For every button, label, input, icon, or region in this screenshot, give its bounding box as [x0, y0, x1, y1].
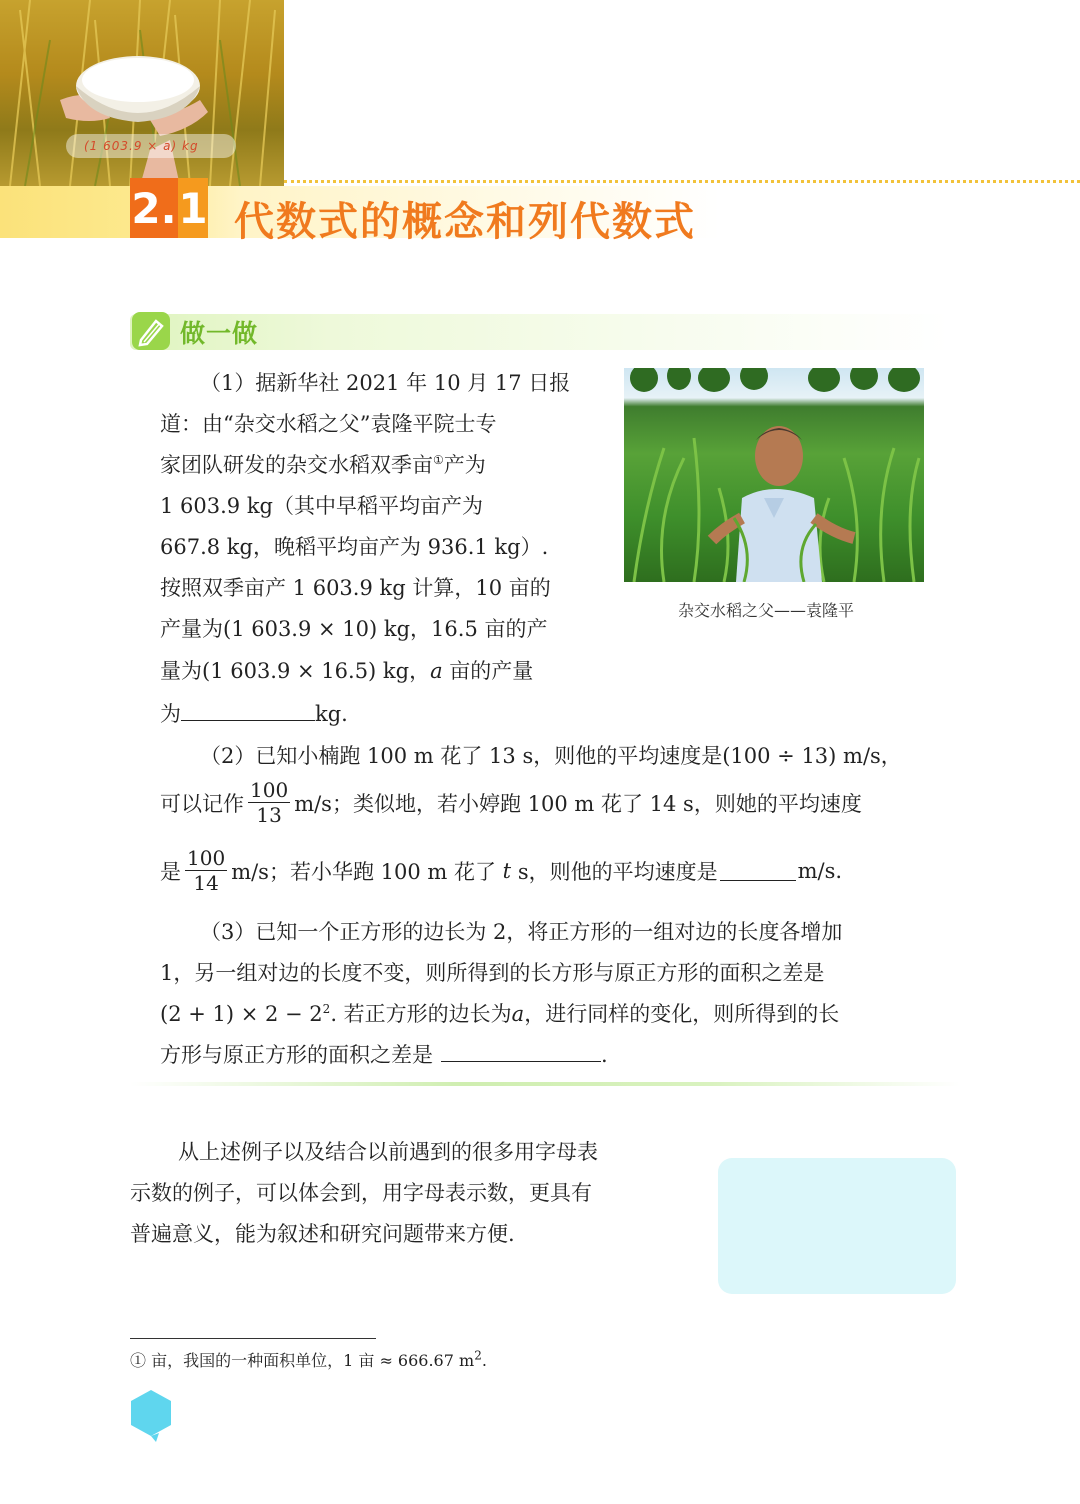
answer-blank-3[interactable] — [441, 1041, 601, 1062]
var-t: t — [502, 858, 512, 883]
p1-line-3-text: 家团队研发的杂交水稻双季亩 — [160, 453, 433, 477]
p2-line-3-mid: m/s；若小华跑 100 m 花了 — [231, 859, 496, 884]
p3-line-4 — [160, 1039, 608, 1069]
p3-line-4-end: . — [601, 1043, 608, 1067]
p2-line-2-post: m/s；类似地，若小婷跑 100 m 花了 14 s，则她的平均速度 — [294, 791, 862, 816]
header-photo — [0, 0, 284, 186]
summary-line-2: 示数的例子，可以体会到，用字母表示数，更具有 — [130, 1181, 592, 1205]
p3-line-3-pre: (2 + 1) × 2 − 2 — [160, 1002, 323, 1026]
pencil-ruler-icon — [132, 312, 170, 350]
p1-line-1: （1）据新华社 2021 年 10 月 17 日报 — [200, 371, 571, 395]
fraction-100-over-14 — [185, 846, 227, 895]
section-number-minor: 1 — [178, 178, 208, 238]
rice-field-illustration — [0, 0, 284, 186]
fraction-100-over-13 — [248, 778, 290, 827]
frac2-denominator: 14 — [193, 871, 219, 895]
dotted-divider — [284, 180, 1080, 183]
frac2-numerator: 100 — [187, 846, 226, 870]
p1-line-2: 道：由“杂交水稻之父”袁隆平院士专 — [160, 412, 497, 436]
p2-line-3 — [160, 846, 842, 895]
p1-line-6: 按照双季亩产 1 603.9 kg 计算，10 亩的 — [160, 576, 551, 600]
p2-line-1: （2）已知小楠跑 100 m 花了 13 s，则他的平均速度是(100 ÷ 13) m/s， — [200, 744, 902, 768]
footnote-text: ① 亩，我国的一种面积单位，1 亩 ≈ 666.67 m — [130, 1351, 475, 1370]
p2-line-3-post: s，则他的平均速度是 — [517, 859, 718, 884]
p1-line-3 — [160, 449, 486, 479]
p2-line-2 — [160, 778, 862, 827]
p1-line-8-tail: 亩的产量 — [442, 659, 534, 683]
answer-blank-1[interactable] — [181, 700, 315, 721]
p3-line-4-pre: 方形与原正方形的面积之差是 — [160, 1043, 433, 1067]
summary-line-1: 从上述例子以及结合以前遇到的很多用字母表 — [178, 1140, 598, 1164]
footnote — [130, 1348, 487, 1371]
footnote-rule — [130, 1338, 376, 1339]
p1-line-9-unit: kg. — [315, 702, 348, 726]
activity-end-rule — [130, 1082, 960, 1086]
p2-line-3-end: m/s. — [797, 858, 843, 883]
side-note-box — [718, 1158, 956, 1294]
p1-line-9 — [160, 698, 348, 728]
frac1-denominator: 13 — [256, 803, 282, 827]
p1-line-8 — [160, 655, 533, 685]
page-marker-hexagon — [128, 1388, 174, 1444]
p1-line-3-tail: 产为 — [443, 453, 486, 477]
activity-label: 做一做 — [180, 319, 259, 348]
p1-line-8-text: 量为(1 603.9 × 16.5) kg， — [160, 659, 431, 683]
frac1-numerator: 100 — [250, 778, 289, 802]
section-number — [130, 178, 208, 238]
p3-line-3-mid: . 若正方形的边长为 — [330, 1002, 512, 1026]
footnote-sup: 2 — [474, 1348, 482, 1363]
answer-blank-2[interactable] — [720, 860, 796, 881]
var-a: a — [430, 659, 443, 683]
p1-line-7: 产量为(1 603.9 × 10) kg，16.5 亩的产 — [160, 617, 548, 641]
yuan-longping-photo — [624, 368, 924, 582]
photo-caption: 杂交水稻之父——袁隆平 — [678, 601, 855, 620]
section-title: 代数式的概念和列代数式 — [234, 199, 696, 245]
p2-line-2-pre: 可以记作 — [160, 791, 244, 816]
section-number-major: 2. — [130, 178, 178, 238]
var-a: a — [511, 1002, 525, 1026]
p2-line-3-pre: 是 — [160, 859, 181, 884]
p3-line-2: 1，另一组对边的长度不变，则所得到的长方形与原正方形的面积之差是 — [160, 961, 825, 985]
p3-line-1: （3）已知一个正方形的边长为 2，将正方形的一组对边的长度各增加 — [200, 920, 843, 944]
exponent: 2 — [322, 1002, 331, 1016]
p3-line-3-post: ，进行同样的变化，则所得到的长 — [524, 1002, 840, 1026]
p1-line-9-text: 为 — [160, 702, 181, 726]
p3-line-3 — [160, 998, 839, 1028]
footnote-ref-mark: ① — [433, 453, 444, 467]
hero-caption: (1 603.9 × a) kg — [66, 134, 236, 158]
footnote-end: . — [481, 1351, 487, 1370]
summary-line-3: 普遍意义，能为叙述和研究问题带来方便. — [130, 1222, 515, 1246]
p1-line-4: 1 603.9 kg（其中早稻平均亩产为 — [160, 494, 483, 518]
p1-line-5: 667.8 kg，晚稻平均亩产为 936.1 kg）. — [160, 535, 549, 559]
